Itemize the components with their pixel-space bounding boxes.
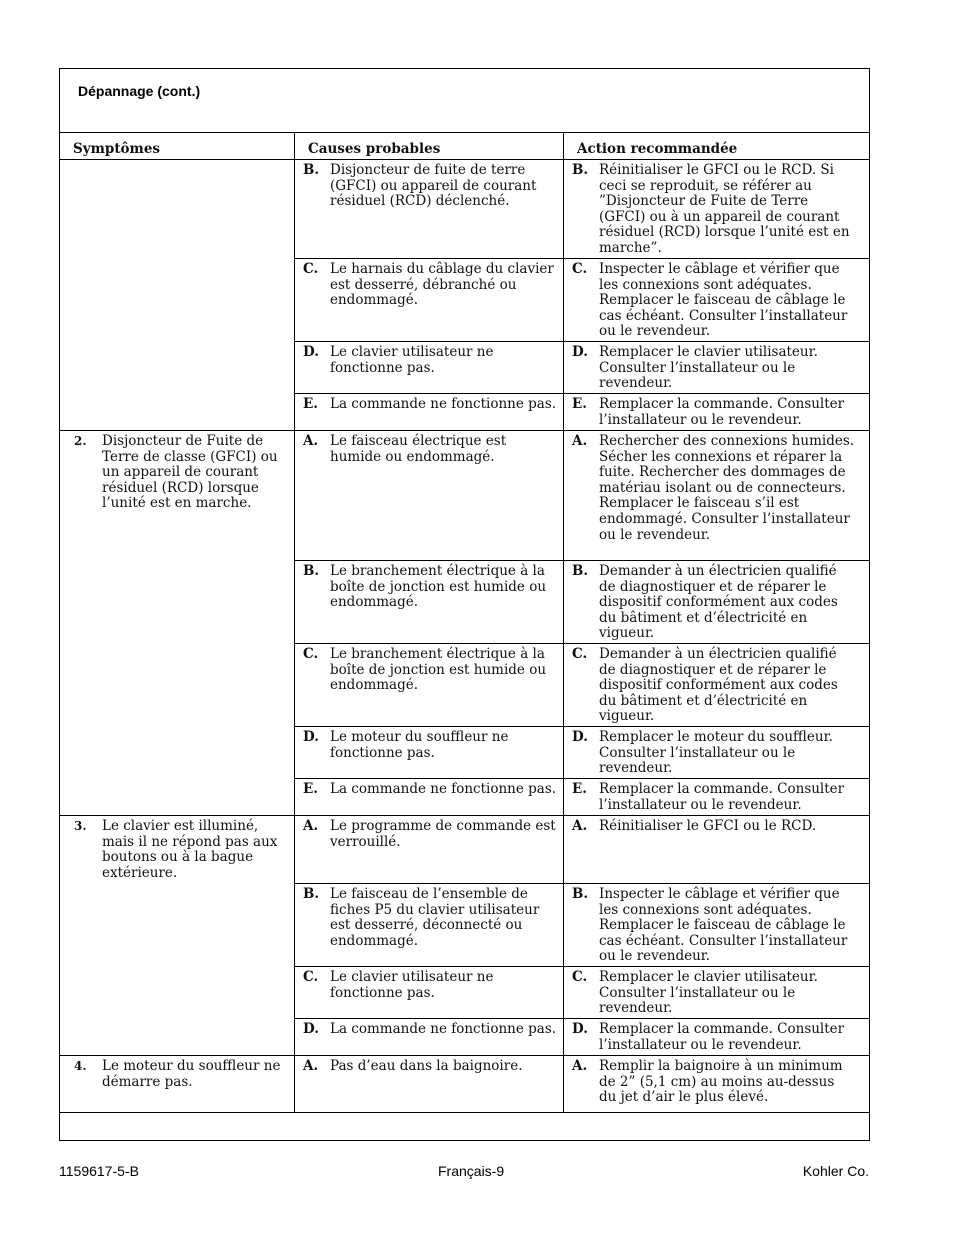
symptom-group (60, 816, 869, 1056)
cause-action-list (295, 431, 869, 815)
cause-item (303, 564, 557, 611)
action-cell (564, 816, 869, 883)
action-letter: D. (572, 729, 588, 745)
symptom-item (74, 434, 288, 512)
cause-item (303, 434, 557, 465)
header-causes: Causes probables (295, 133, 564, 159)
action-letter: A. (572, 818, 588, 834)
cause-text: Le programme de commande est verrouillé. (330, 818, 556, 850)
action-cell (564, 967, 869, 1018)
action-text: Remplacer la commande. Consulter l’installateur ou le revendeur. (599, 781, 845, 813)
cause-letter: B. (303, 162, 320, 178)
symptom-group (60, 160, 869, 431)
cause-item (303, 345, 557, 376)
cause-letter: C. (303, 969, 319, 985)
cause-item (303, 1022, 557, 1038)
cause-action-list (295, 1056, 869, 1112)
cause-item (303, 782, 557, 798)
action-item (572, 345, 855, 392)
action-text: Remplacer le clavier utilisateur. Consulter l’installateur ou le revendeur. (599, 344, 818, 392)
action-item (572, 730, 855, 777)
action-item (572, 1022, 855, 1053)
symptom-group (60, 1056, 869, 1113)
cause-letter: B. (303, 563, 320, 579)
table-row (295, 561, 869, 644)
cause-item (303, 163, 557, 210)
action-item (572, 1059, 855, 1106)
cause-text: Le moteur du souffleur ne fonctionne pas. (330, 729, 509, 761)
action-item (572, 163, 855, 257)
table-row (295, 431, 869, 561)
cause-text: La commande ne fonctionne pas. (330, 781, 557, 797)
table-row (295, 644, 869, 727)
action-letter: B. (572, 563, 589, 579)
action-cell (564, 727, 869, 778)
action-letter: E. (572, 396, 587, 412)
cause-text: Le clavier utilisateur ne fonctionne pas. (330, 969, 494, 1001)
cause-letter: D. (303, 344, 319, 360)
cause-text: Le faisceau électrique est humide ou endommagé. (330, 433, 507, 465)
cause-action-list (295, 816, 869, 1055)
cause-text: Le harnais du câblage du clavier est desserré, débranché ou endommagé. (330, 261, 554, 309)
symptom-cell (60, 1056, 295, 1112)
cause-cell (295, 259, 564, 341)
footer-doc-number: 1159617-5-B (59, 1163, 139, 1179)
cause-letter: A. (303, 433, 319, 449)
action-letter: A. (572, 433, 588, 449)
action-item (572, 647, 855, 725)
cause-letter: A. (303, 1058, 319, 1074)
cause-item (303, 262, 557, 309)
cause-letter: B. (303, 886, 320, 902)
action-cell (564, 160, 869, 258)
cause-text: Pas d’eau dans la baignoire. (330, 1058, 523, 1074)
cause-text: Le faisceau de l’ensemble de fiches P5 du clavier utilisateur est desserré, déconnecté ou endommagé. (330, 886, 540, 949)
cause-cell (295, 1019, 564, 1055)
action-text: Remplir la baignoire à un minimum de 2” (5,1 cm) au moins au-dessus du jet d’air le plus élevé. (599, 1058, 843, 1106)
cause-cell (295, 727, 564, 778)
action-letter: C. (572, 969, 588, 985)
cause-cell (295, 779, 564, 815)
header-symptoms: Symptômes (60, 133, 295, 159)
table-row (295, 816, 869, 884)
action-item (572, 262, 855, 340)
action-letter: D. (572, 1021, 588, 1037)
symptom-text: Le clavier est illuminé, mais il ne répond pas aux boutons ou à la bague extérieure. (102, 818, 278, 881)
action-item (572, 434, 855, 543)
action-letter: C. (572, 646, 588, 662)
cause-action-list (295, 160, 869, 430)
table-row (295, 779, 869, 815)
action-cell (564, 394, 869, 430)
cause-text: La commande ne fonctionne pas. (330, 1021, 557, 1037)
symptom-item (74, 1059, 288, 1090)
cause-text: Le branchement électrique à la boîte de jonction est humide ou endommagé. (330, 563, 547, 611)
cause-item (303, 397, 557, 413)
action-cell (564, 644, 869, 726)
action-text: Réinitialiser le GFCI ou le RCD. Si ceci se reproduit, se référer au ”Disjoncteur de Fuite de Terre (GFCI) ou à un appareil de courant résiduel (RCD) lorsque l’unité est en marche”. (599, 162, 850, 256)
symptom-number: 2. (74, 434, 87, 448)
section-title: Dépannage (cont.) (78, 83, 201, 99)
cause-letter: E. (303, 396, 318, 412)
cause-letter: D. (303, 729, 319, 745)
table-row (295, 160, 869, 259)
symptom-cell (60, 816, 295, 1055)
cause-text: Disjoncteur de fuite de terre (GFCI) ou appareil de courant résiduel (RCD) déclenché. (330, 162, 537, 210)
action-cell (564, 1056, 869, 1112)
cause-item (303, 1059, 557, 1075)
action-cell (564, 342, 869, 393)
cause-text: Le clavier utilisateur ne fonctionne pas. (330, 344, 494, 376)
action-letter: C. (572, 261, 588, 277)
action-letter: B. (572, 162, 589, 178)
action-text: Réinitialiser le GFCI ou le RCD. (599, 818, 817, 834)
cause-cell (295, 394, 564, 430)
symptom-item (74, 819, 288, 881)
cause-letter: E. (303, 781, 318, 797)
cause-item (303, 730, 557, 761)
cause-item (303, 887, 557, 949)
action-text: Rechercher des connexions humides. Sécher les connexions et réparer la fuite. Rechercher des dommages de matériau isolant ou de connecteurs. Remplacer le faisceau s’il est endommagé. Consulter l’installateur ou le revendeur. (599, 433, 855, 543)
action-item (572, 819, 855, 835)
footer-company: Kohler Co. (802, 1163, 869, 1179)
table-row (295, 884, 869, 967)
cause-text: La commande ne fonctionne pas. (330, 396, 557, 412)
symptom-number: 3. (74, 819, 87, 833)
action-text: Remplacer la commande. Consulter l’installateur ou le revendeur. (599, 1021, 845, 1053)
action-cell (564, 779, 869, 815)
symptom-text: Le moteur du souffleur ne démarre pas. (102, 1058, 281, 1090)
action-text: Inspecter le câblage et vérifier que les connexions sont adéquates. Remplacer le faisceau de câblage le cas échéant. Consulter l’installateur ou le revendeur. (599, 886, 848, 965)
action-cell (564, 431, 869, 560)
action-item (572, 782, 855, 813)
action-text: Remplacer le clavier utilisateur. Consulter l’installateur ou le revendeur. (599, 969, 818, 1017)
table-row (295, 1019, 869, 1055)
symptom-cell (60, 160, 295, 430)
cause-letter: D. (303, 1021, 319, 1037)
cause-cell (295, 967, 564, 1018)
table-body (60, 160, 869, 1113)
action-letter: B. (572, 886, 589, 902)
header-actions: Action recommandée (577, 141, 738, 157)
table-row (295, 1056, 869, 1112)
cause-item (303, 819, 557, 850)
troubleshooting-frame (59, 68, 870, 1141)
footer-page-number: Français-9 (438, 1163, 505, 1179)
table-row (295, 727, 869, 779)
action-letter: D. (572, 344, 588, 360)
cause-cell (295, 816, 564, 883)
symptom-cell (60, 431, 295, 815)
action-text: Remplacer le moteur du souffleur. Consulter l’installateur ou le revendeur. (599, 729, 833, 777)
cause-cell (295, 644, 564, 726)
action-text: Remplacer la commande. Consulter l’installateur ou le revendeur. (599, 396, 845, 428)
cause-item (303, 647, 557, 694)
action-item (572, 887, 855, 965)
table-row (295, 342, 869, 394)
action-cell (564, 259, 869, 341)
table-row (295, 394, 869, 430)
cause-letter: C. (303, 261, 319, 277)
action-cell (564, 884, 869, 966)
action-item (572, 397, 855, 428)
cause-letter: C. (303, 646, 319, 662)
cause-cell (295, 884, 564, 966)
action-letter: E. (572, 781, 587, 797)
action-item (572, 564, 855, 642)
cause-letter: A. (303, 818, 319, 834)
action-item (572, 970, 855, 1017)
action-letter: A. (572, 1058, 588, 1074)
action-text: Demander à un électricien qualifié de diagnostiquer et de réparer le dispositif conformément aux codes du bâtiment et d’électricité en vigueur. (599, 563, 838, 642)
table-header (60, 132, 869, 160)
table-row (295, 967, 869, 1019)
troubleshooting-table (60, 132, 869, 1113)
symptom-text: Disjoncteur de Fuite de Terre de classe (GFCI) ou un appareil de courant résiduel (RCD) lorsque l’unité est en marche. (102, 433, 278, 512)
action-text: Inspecter le câblage et vérifier que les connexions sont adéquates. Remplacer le faisceau de câblage le cas échéant. Consulter l’installateur ou le revendeur. (599, 261, 848, 340)
action-text: Demander à un électricien qualifié de diagnostiquer et de réparer le dispositif conformément aux codes du bâtiment et d’électricité en vigueur. (599, 646, 838, 725)
symptom-group (60, 431, 869, 816)
cause-cell (295, 1056, 564, 1112)
cause-text: Le branchement électrique à la boîte de jonction est humide ou endommagé. (330, 646, 547, 694)
symptom-number: 4. (74, 1059, 87, 1073)
cause-cell (295, 342, 564, 393)
cause-cell (295, 561, 564, 643)
action-cell (564, 1019, 869, 1055)
cause-cell (295, 160, 564, 258)
cause-cell (295, 431, 564, 560)
cause-item (303, 970, 557, 1001)
table-row (295, 259, 869, 342)
action-cell (564, 561, 869, 643)
